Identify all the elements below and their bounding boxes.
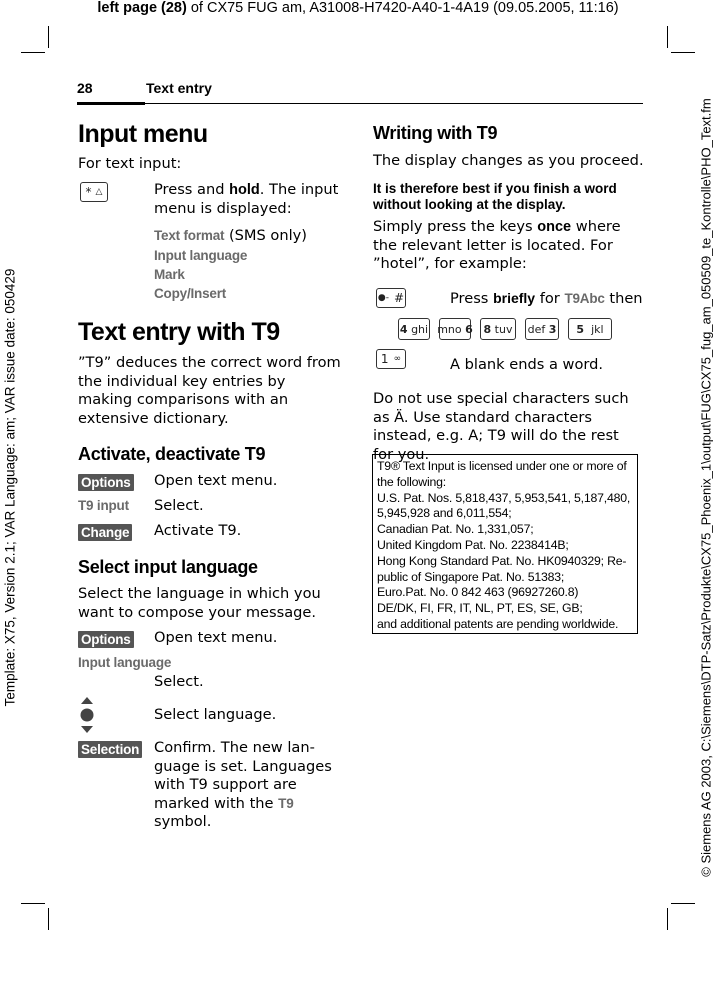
softkey-selection[interactable]: Selection xyxy=(78,739,142,758)
select-desc: Select. xyxy=(154,673,204,690)
star-key-icon: * △ xyxy=(80,182,108,202)
confirm-desc: Confirm. The new lan-guage is set. Languages with T9 support are marked with the T9 symbol. xyxy=(154,739,332,830)
heading-input-menu: Input menu xyxy=(78,120,208,148)
blank-desc: A blank ends a word. xyxy=(450,356,604,373)
patent-line: T9® Text Input is licensed under one or more of the following: xyxy=(377,459,627,489)
heading-t9: Text entry with T9 xyxy=(78,318,280,346)
key-8-icon: 8 tuv xyxy=(480,318,516,340)
softkey-change[interactable]: Change xyxy=(78,522,132,541)
writing-bold-note: It is therefore best if you finish a word without looking at the display. xyxy=(373,181,617,212)
heading-activate-t9: Activate, deactivate T9 xyxy=(78,444,266,464)
key-3-icon: def 3 xyxy=(525,318,559,340)
key-sequence xyxy=(398,318,621,340)
input-menu-list xyxy=(154,225,307,303)
patent-line: and additional patents are pending worldwide. xyxy=(377,616,619,631)
hash-key-icon: ●- # xyxy=(376,288,406,308)
page-number: 28 xyxy=(77,80,93,96)
t9-input-desc: Select. xyxy=(154,497,204,514)
list-item: Copy/Insert xyxy=(154,285,227,301)
crop-mark xyxy=(667,908,668,930)
writing-desc: The display changes as you proceed. xyxy=(373,152,644,169)
patent-box xyxy=(372,454,638,634)
crop-mark xyxy=(671,903,695,904)
input-menu-intro: For text input: xyxy=(78,155,182,172)
press-briefly-text: Press briefly for T9Abc then xyxy=(450,290,643,307)
patent-line: Canadian Pat. No. 1,331,057; xyxy=(377,522,534,537)
page-title: Text entry xyxy=(146,80,212,96)
writing-instructions: Simply press the keys once where the relevant letter is located. For ”hotel”, for example: xyxy=(373,218,621,272)
crop-mark xyxy=(21,52,45,53)
patent-line: United Kingdom Pat. No. 2238414B; xyxy=(377,537,569,552)
options-desc-2: Open text menu. xyxy=(154,629,278,646)
patent-line: U.S. Pat. Nos. 5,818,437, 5,953,541, 5,187,480, 5,945,928 and 6,011,554; xyxy=(377,490,631,521)
list-item: Text format (SMS only) xyxy=(154,227,307,244)
heading-writing-t9: Writing with T9 xyxy=(373,123,498,143)
special-chars-note: Do not use special characters such as Ä. Use standard characters instead, e.g. A; T9 will do the rest for you. xyxy=(373,390,629,463)
crop-mark xyxy=(21,903,45,904)
heading-input-language: Select input language xyxy=(78,557,258,577)
crop-mark xyxy=(48,908,49,930)
key-5-icon: 5 jkl xyxy=(568,318,612,340)
language-description: Select the language in which you want to compose your message. xyxy=(78,585,321,621)
header-rule-accent xyxy=(77,102,145,105)
list-item: Input language xyxy=(154,247,248,263)
template-info: Template: X75, Version 2.1; VAR Language: am; VAR issue date: 050429 xyxy=(2,268,18,707)
select-language-desc: Select language. xyxy=(154,706,277,723)
press-hold-text: Press and hold. The input menu is displayed: xyxy=(154,181,339,217)
nav-joystick-icon xyxy=(80,697,94,737)
softkey-options[interactable]: Options xyxy=(78,472,134,491)
crop-mark xyxy=(667,26,668,48)
patent-line: Hong Kong Standard Pat. No. HK0940329; Re-public of Singapore Pat. No. 51383; xyxy=(377,553,627,584)
softkey-options-2[interactable]: Options xyxy=(78,629,134,648)
menu-input-language[interactable]: Input language xyxy=(78,655,172,670)
key-6-icon: mno 6 xyxy=(439,318,471,340)
document-header: left page (28) of CX75 FUG am, A31008-H7420-A40-1-4A19 (09.05.2005, 11:16) xyxy=(97,0,619,16)
list-item: Mark xyxy=(154,266,185,282)
key-4-icon: 4 ghi xyxy=(398,318,430,340)
crop-mark xyxy=(671,52,695,53)
copyright-path: © Siemens AG 2003, C:\Siemens\DTP-Satz\Produkte\CX75_Phoenix_1\output\FUG\CX75_fug_am_050509_te_Kontrolle\PHO_Text.fm xyxy=(698,98,714,877)
key-1-icon: 1 ∞ xyxy=(376,349,406,369)
change-desc: Activate T9. xyxy=(154,522,242,539)
crop-mark xyxy=(48,26,49,48)
options-desc: Open text menu. xyxy=(154,472,278,489)
t9-description: ”T9” deduces the correct word from the individual key entries by making comparisons with an extensive dictionary. xyxy=(78,354,341,427)
menu-t9-input[interactable]: T9 input xyxy=(78,498,129,513)
patent-line: DE/DK, FI, FR, IT, NL, PT, ES, SE, GB; xyxy=(377,601,583,616)
patent-line: Euro.Pat. No. 0 842 463 (96927260.8) xyxy=(377,585,579,600)
header-rule xyxy=(77,103,643,104)
